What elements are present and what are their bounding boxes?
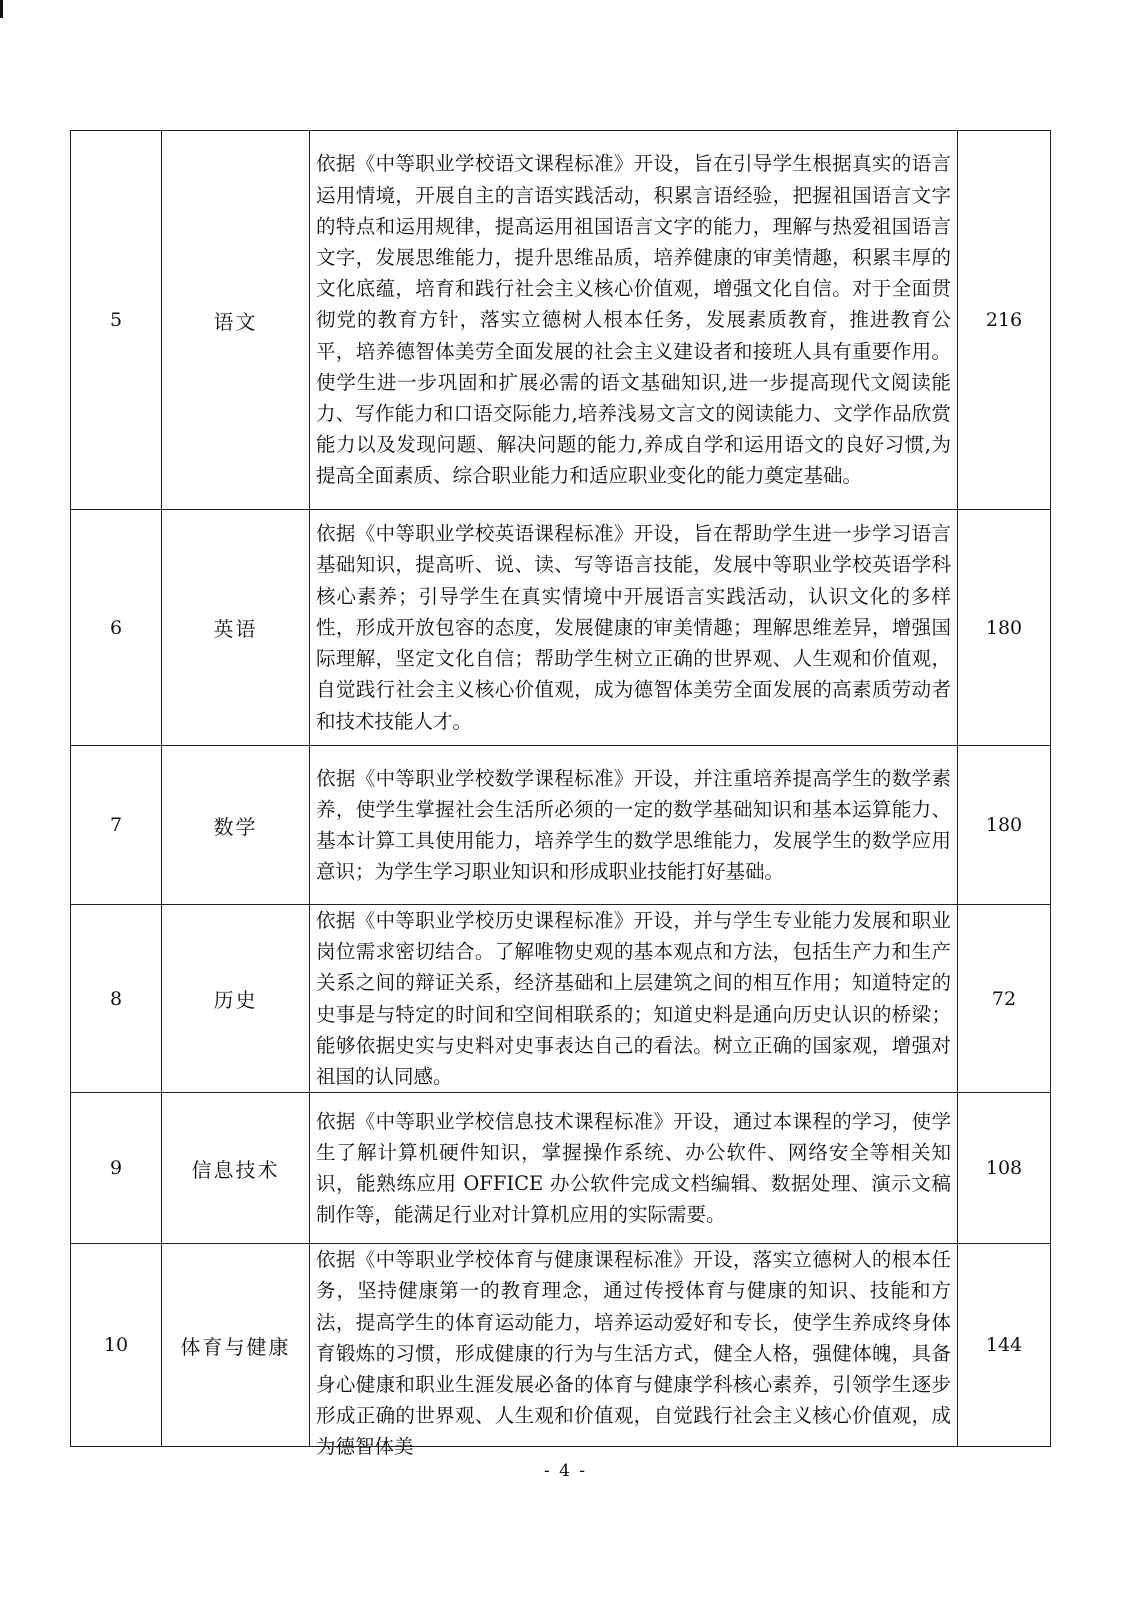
course-hours: 180	[958, 746, 1051, 905]
course-name: 英语	[162, 510, 310, 746]
course-number: 5	[71, 131, 162, 510]
course-description: 依据《中等职业学校信息技术课程标准》开设，通过本课程的学习，使学生了解计算机硬件知识，掌握操作系统、办公软件、网络安全等相关知识，能熟练应用 OFFICE 办公软件完成文档编辑、数据处理、演示文稿制作等，能满足行业对计算机应用的实际需要。	[316, 1109, 951, 1227]
course-name: 信息技术	[162, 1093, 310, 1244]
table-row	[71, 510, 1051, 746]
course-description: 依据《中等职业学校历史课程标准》开设，并与学生专业能力发展和职业岗位需求密切结合。了解唯物史观的基本观点和方法，包括生产力和生产关系之间的辩证关系，经济基础和上层建筑之间的相互作用；知道特定的史事是与特定的时间和空间相联系的；知道史料是通向历史认识的桥梁；能够依据史实与史料对史事表达自己的看法。树立正确的国家观，增强对祖国的认同感。	[316, 909, 951, 1089]
table-row	[71, 131, 1051, 510]
table-row	[71, 1244, 1051, 1447]
course-description: 依据《中等职业学校语文课程标准》开设，旨在引导学生根据真实的语言运用情境，开展自主的言语实践活动，积累言语经验，把握祖国语言文字的特点和运用规律，提高运用祖国语言文字的能力，理解与热爱祖国语言文字，发展思维能力，提升思维品质，培养健康的审美情趣，积累丰厚的文化底蕴，培育和践行社会主义核心价值观，增强文化自信。对于全面贯彻党的教育方针，落实立德树人根本任务，发展素质教育，推进教育公平，培养德智体美劳全面发展的社会主义建设者和接班人具有重要作用。使学生进一步巩固和扩展必需的语文基础知识,进一步提高现代文阅读能力、写作能力和口语交际能力,培养浅易文言文的阅读能力、文学作品欣赏能力以及发现问题、解决问题的能力,养成自学和运用语文的良好习惯,为提高全面素质、综合职业能力和适应职业变化的能力奠定基础。	[316, 152, 951, 488]
course-table	[70, 130, 1051, 1459]
course-hours: 72	[958, 905, 1051, 1093]
course-hours: 108	[958, 1093, 1051, 1244]
course-name: 数学	[162, 746, 310, 905]
course-description-cell	[310, 1093, 958, 1244]
course-description-cell	[310, 510, 958, 746]
course-hours: 216	[958, 131, 1051, 510]
table-row	[71, 746, 1051, 905]
page-corner-mark	[0, 0, 3, 18]
course-name: 语文	[162, 131, 310, 510]
course-name: 体育与健康	[162, 1244, 310, 1447]
course-description-cell	[310, 1244, 958, 1459]
course-description-cell	[310, 905, 958, 1093]
course-description-cell	[310, 131, 958, 510]
course-description: 依据《中等职业学校数学课程标准》开设，并注重培养提高学生的数学素养，使学生掌握社会生活所必须的一定的数学基础知识和基本运算能力、基本计算工具使用能力，培养学生的数学思维能力，发展学生的数学应用意识；为学生学习职业知识和形成职业技能打好基础。	[316, 766, 951, 884]
course-hours: 180	[958, 510, 1051, 746]
course-description-cell	[310, 746, 958, 905]
course-name: 历史	[162, 905, 310, 1093]
page-number: - 4 -	[543, 1461, 588, 1481]
course-number: 6	[71, 510, 162, 746]
course-hours: 144	[958, 1244, 1051, 1447]
course-number: 7	[71, 746, 162, 905]
table-row	[71, 1093, 1051, 1244]
course-number: 10	[71, 1244, 162, 1447]
table-row	[71, 905, 1051, 1093]
course-description: 依据《中等职业学校体育与健康课程标准》开设，落实立德树人的根本任务，坚持健康第一的教育理念，通过传授体育与健康的知识、技能和方法，提高学生的体育运动能力，培养运动爱好和专长，使学生养成终身体育锻炼的习惯，形成健康的行为与生活方式，健全人格，强健体魄，具备身心健康和职业生涯发展必备的体育与健康学科核心素养，引领学生逐步形成正确的世界观、人生观和价值观，自觉践行社会主义核心价值观，成为德智体美	[316, 1248, 951, 1459]
course-number: 9	[71, 1093, 162, 1244]
course-number: 8	[71, 905, 162, 1093]
course-description: 依据《中等职业学校英语课程标准》开设，旨在帮助学生进一步学习语言基础知识，提高听、说、读、写等语言技能，发展中等职业学校英语学科核心素养；引导学生在真实情境中开展语言实践活动，认识文化的多样性，形成开放包容的态度，发展健康的审美情趣；理解思维差异，增强国际理解，坚定文化自信；帮助学生树立正确的世界观、人生观和价值观，自觉践行社会主义核心价值观，成为德智体美劳全面发展的高素质劳动者和技术技能人才。	[316, 522, 951, 733]
